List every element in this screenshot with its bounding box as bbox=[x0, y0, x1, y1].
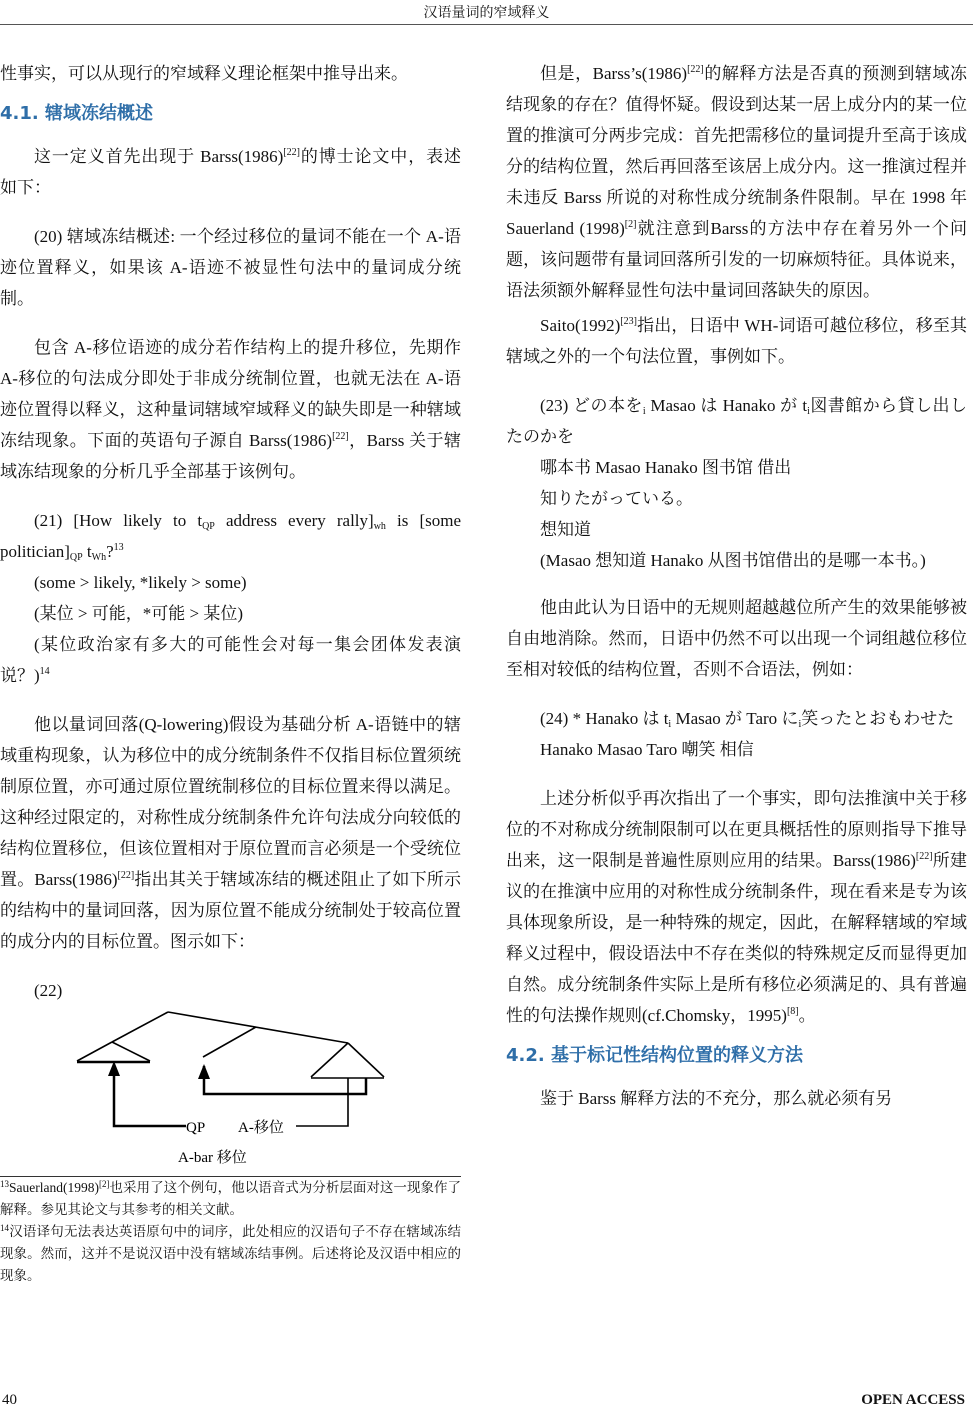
text: 他以量词回落(Q-lowering)假设为基础分析 A-语链中的辖域重构现象，认为移位中的成分统制条件不仅指目标位置须统制原位置，亦可通过原位置统制移位的目标位置来得以满足。这种经过限定的，对称性成分统制条件允许句法成分向较低的结构位置移位，但该位置相对于原位置而言必须是一个受统位置。Barss(1986) bbox=[0, 715, 461, 889]
example-24 bbox=[506, 703, 967, 765]
translation-line: (Masao 想知道 Hanako 从图书馆借出的是哪一本书。) bbox=[540, 551, 926, 570]
triangle-right bbox=[348, 1043, 384, 1077]
subscript: i bbox=[668, 719, 672, 730]
tree-diagram bbox=[0, 1006, 461, 1172]
footnote-13 bbox=[0, 1177, 461, 1221]
example-line bbox=[506, 390, 967, 452]
text: 図書館から貸し出したのかを bbox=[506, 396, 968, 446]
arrowhead-icon bbox=[198, 1064, 210, 1079]
text: 也采用了这个例句，他以语音式为分析层面对这一现象作了解释。参见其论文与其参考的相关文献。 bbox=[0, 1180, 461, 1217]
example-21 bbox=[0, 505, 461, 691]
citation: [22] bbox=[117, 870, 135, 881]
section-heading-4-2: 4.2. 基于标记性结构位置的释义方法 bbox=[506, 1045, 803, 1066]
paragraph bbox=[0, 141, 461, 203]
gloss-line: 想知道 bbox=[540, 520, 591, 539]
paragraph bbox=[506, 783, 967, 1031]
subscript: i bbox=[807, 406, 810, 417]
example-line: (some > likely, *likely > some) bbox=[34, 573, 247, 592]
subscript: QP bbox=[202, 521, 215, 532]
branch-line bbox=[112, 1012, 168, 1042]
subscript: i bbox=[642, 406, 646, 417]
citation: [22] bbox=[332, 431, 349, 442]
citation: [22] bbox=[283, 147, 300, 158]
text: Saito(1992) bbox=[540, 316, 621, 335]
running-header: 汉语量词的窄域释义 bbox=[423, 6, 550, 21]
header-rule bbox=[0, 24, 973, 25]
example-line bbox=[506, 703, 967, 734]
text: (23) どの本を bbox=[540, 396, 643, 415]
left-column bbox=[0, 58, 461, 1287]
subscript: Wh bbox=[91, 552, 107, 563]
text: Masao が Taro に bbox=[671, 709, 799, 728]
example-line: (某位 > 可能，*可能 > 某位) bbox=[34, 604, 243, 623]
footnote-ref: 13 bbox=[113, 542, 124, 553]
a-movement-arrow bbox=[204, 1066, 366, 1094]
text: 汉语译句无法表达英语原句中的词序，此处相应的汉语句子不存在辖域冻结现象。然而，这并不是说汉语中没有辖域冻结事例。后述将论及汉语中相应的现象。 bbox=[0, 1224, 461, 1283]
paragraph: 鉴于 Barss 解释方法的不充分，那么就必须有另 bbox=[540, 1089, 893, 1108]
paragraph: 性事实，可以从现行的窄域释义理论框架中推导出来。 bbox=[0, 64, 408, 83]
subscript: i bbox=[798, 719, 802, 730]
paragraph bbox=[0, 709, 461, 957]
abar-movement-arrow bbox=[114, 1066, 186, 1126]
text: ? bbox=[106, 542, 114, 561]
text: (24) * Hanako は t bbox=[540, 709, 669, 728]
example-20: (20) 辖域冻结概述: 一个经过移位的量词不能在一个 A-语迹位置释义，如果该 A-语迹不被显性句法中的量词成分统制。 bbox=[0, 227, 461, 308]
section-heading-4-1: 4.1. 辖域冻结概述 bbox=[0, 103, 153, 124]
citation: [8] bbox=[786, 1006, 799, 1017]
label-abar-movement: A-bar 移位 bbox=[178, 1150, 247, 1166]
citation: [2] bbox=[624, 219, 637, 230]
text: 这一定义首先出现于 Barss(1986) bbox=[34, 147, 284, 166]
page-number: 40 bbox=[2, 1392, 17, 1408]
footnote-number: 14 bbox=[0, 1223, 9, 1233]
citation: [23] bbox=[620, 316, 637, 327]
citation: [22] bbox=[915, 851, 933, 862]
text: 上述分析似乎再次指出了一个事实，即句法推演中关于移位的不对称成分统制限制可以在更具概括性的原则指导下推导出来，这一限制是普遍性原则应用的结果。Barss(1986) bbox=[506, 789, 967, 870]
text: (某位政治家有多大的可能性会对每一集会团体发表演说？) bbox=[0, 635, 461, 685]
text: 的博士论文中，表述如下： bbox=[0, 147, 461, 197]
label-qp: QP bbox=[186, 1120, 206, 1136]
example-line bbox=[0, 505, 461, 567]
text: 所建议的在推演中应用的对称性成分统制条件，现在看来是专为该具体现象所设，是一种特殊的规定，因此，在解释辖域的窄域释义过程中，假设语法中不存在类似的特殊规定反而显得更加自然。成分统制条件实际上是所有移位必须满足的、具有普遍性的句法操作规则(cf.Chomsky，1995) bbox=[506, 851, 967, 1025]
text: (21) [How likely to t bbox=[34, 511, 203, 530]
triangle-left bbox=[112, 1042, 150, 1061]
subscript: wh bbox=[373, 521, 386, 532]
branch-line bbox=[168, 1012, 348, 1043]
right-column bbox=[506, 58, 967, 1114]
citation: [22] bbox=[687, 64, 704, 75]
example-line: 知りたがっている。 bbox=[540, 489, 693, 508]
triangle-left bbox=[77, 1042, 112, 1061]
text: 但是，Barss’s(1986) bbox=[540, 64, 688, 83]
text: is [some politician] bbox=[0, 511, 461, 561]
text: Sauerland(1998) bbox=[9, 1180, 99, 1195]
text: t bbox=[82, 542, 92, 561]
paragraph bbox=[0, 332, 461, 487]
abar-movement-line bbox=[296, 1078, 348, 1126]
footnote-number: 13 bbox=[0, 1179, 9, 1189]
example-23 bbox=[506, 390, 967, 576]
text: 指出其关于辖域冻结的概述阻止了如下所示的结构中的量词回落，因为原位置不能成分统制处于较高位置的成分内的目标位置。图示如下： bbox=[0, 870, 462, 951]
paragraph bbox=[506, 310, 967, 372]
journal-label: OPEN ACCESS bbox=[861, 1392, 965, 1408]
gloss-line: 哪本书 Masao Hanako 图书馆 借出 bbox=[540, 458, 792, 477]
triangle-right bbox=[311, 1043, 348, 1077]
footnote-14 bbox=[0, 1221, 461, 1287]
branch-line bbox=[203, 1027, 256, 1057]
text: address every rally] bbox=[214, 511, 374, 530]
paragraph bbox=[506, 58, 967, 306]
text: ，Barss 关于辖域冻结现象的分析几乎全部基于该例句。 bbox=[0, 431, 461, 481]
example-line bbox=[0, 629, 461, 691]
text: 包含 A-移位语迹的成分若作结构上的提升移位，先期作 A-移位的句法成分即处于非成分统制位置，也就无法在 A-语迹位置得以释义，这种量词辖域窄域释义的缺失即是一种辖域冻结现象。下面的英语句子源自 Barss(1986) bbox=[0, 338, 461, 450]
text: 指出，日语中 WH-词语可越位移位，移至其辖域之外的一个句法位置，事例如下。 bbox=[506, 316, 967, 366]
example-22-label: (22) bbox=[34, 981, 63, 1000]
paragraph: 他由此认为日语中的无规则超越越位所产生的效果能够被自由地消除。然而，日语中仍然不可以出现一个词组越位移位至相对较低的结构位置，否则不合语法，例如： bbox=[506, 598, 967, 679]
footnote-ref: 14 bbox=[39, 666, 50, 677]
gloss-line: Hanako Masao Taro 嘲笑 相信 bbox=[540, 740, 754, 759]
text: Masao は Hanako が t bbox=[645, 396, 808, 415]
text: 笑ったとおもわせた bbox=[801, 709, 955, 728]
text: 就注意到Barss的方法中存在着另外一个问题，该问题带有量词回落所引发的一切麻烦特征。具体说来，语法须额外解释显性句法中量词回落缺失的原因。 bbox=[506, 219, 967, 300]
label-a-movement: A-移位 bbox=[238, 1120, 284, 1136]
citation: [2] bbox=[98, 1179, 110, 1189]
text: 。 bbox=[798, 1006, 816, 1025]
text: 的解释方法是否真的预测到辖域冻结现象的存在？值得怀疑。假设到达某一居上成分内的某一位置的推演可分两步完成：首先把需移位的量词提升至高于该成分的结构位置，然后再回落至该居上成分内。这一推演过程并未违反 Barss 所说的对称性成分统制条件限制。早在 1998 年 Sauerland (1998) bbox=[506, 64, 967, 238]
subscript: QP bbox=[69, 552, 83, 563]
